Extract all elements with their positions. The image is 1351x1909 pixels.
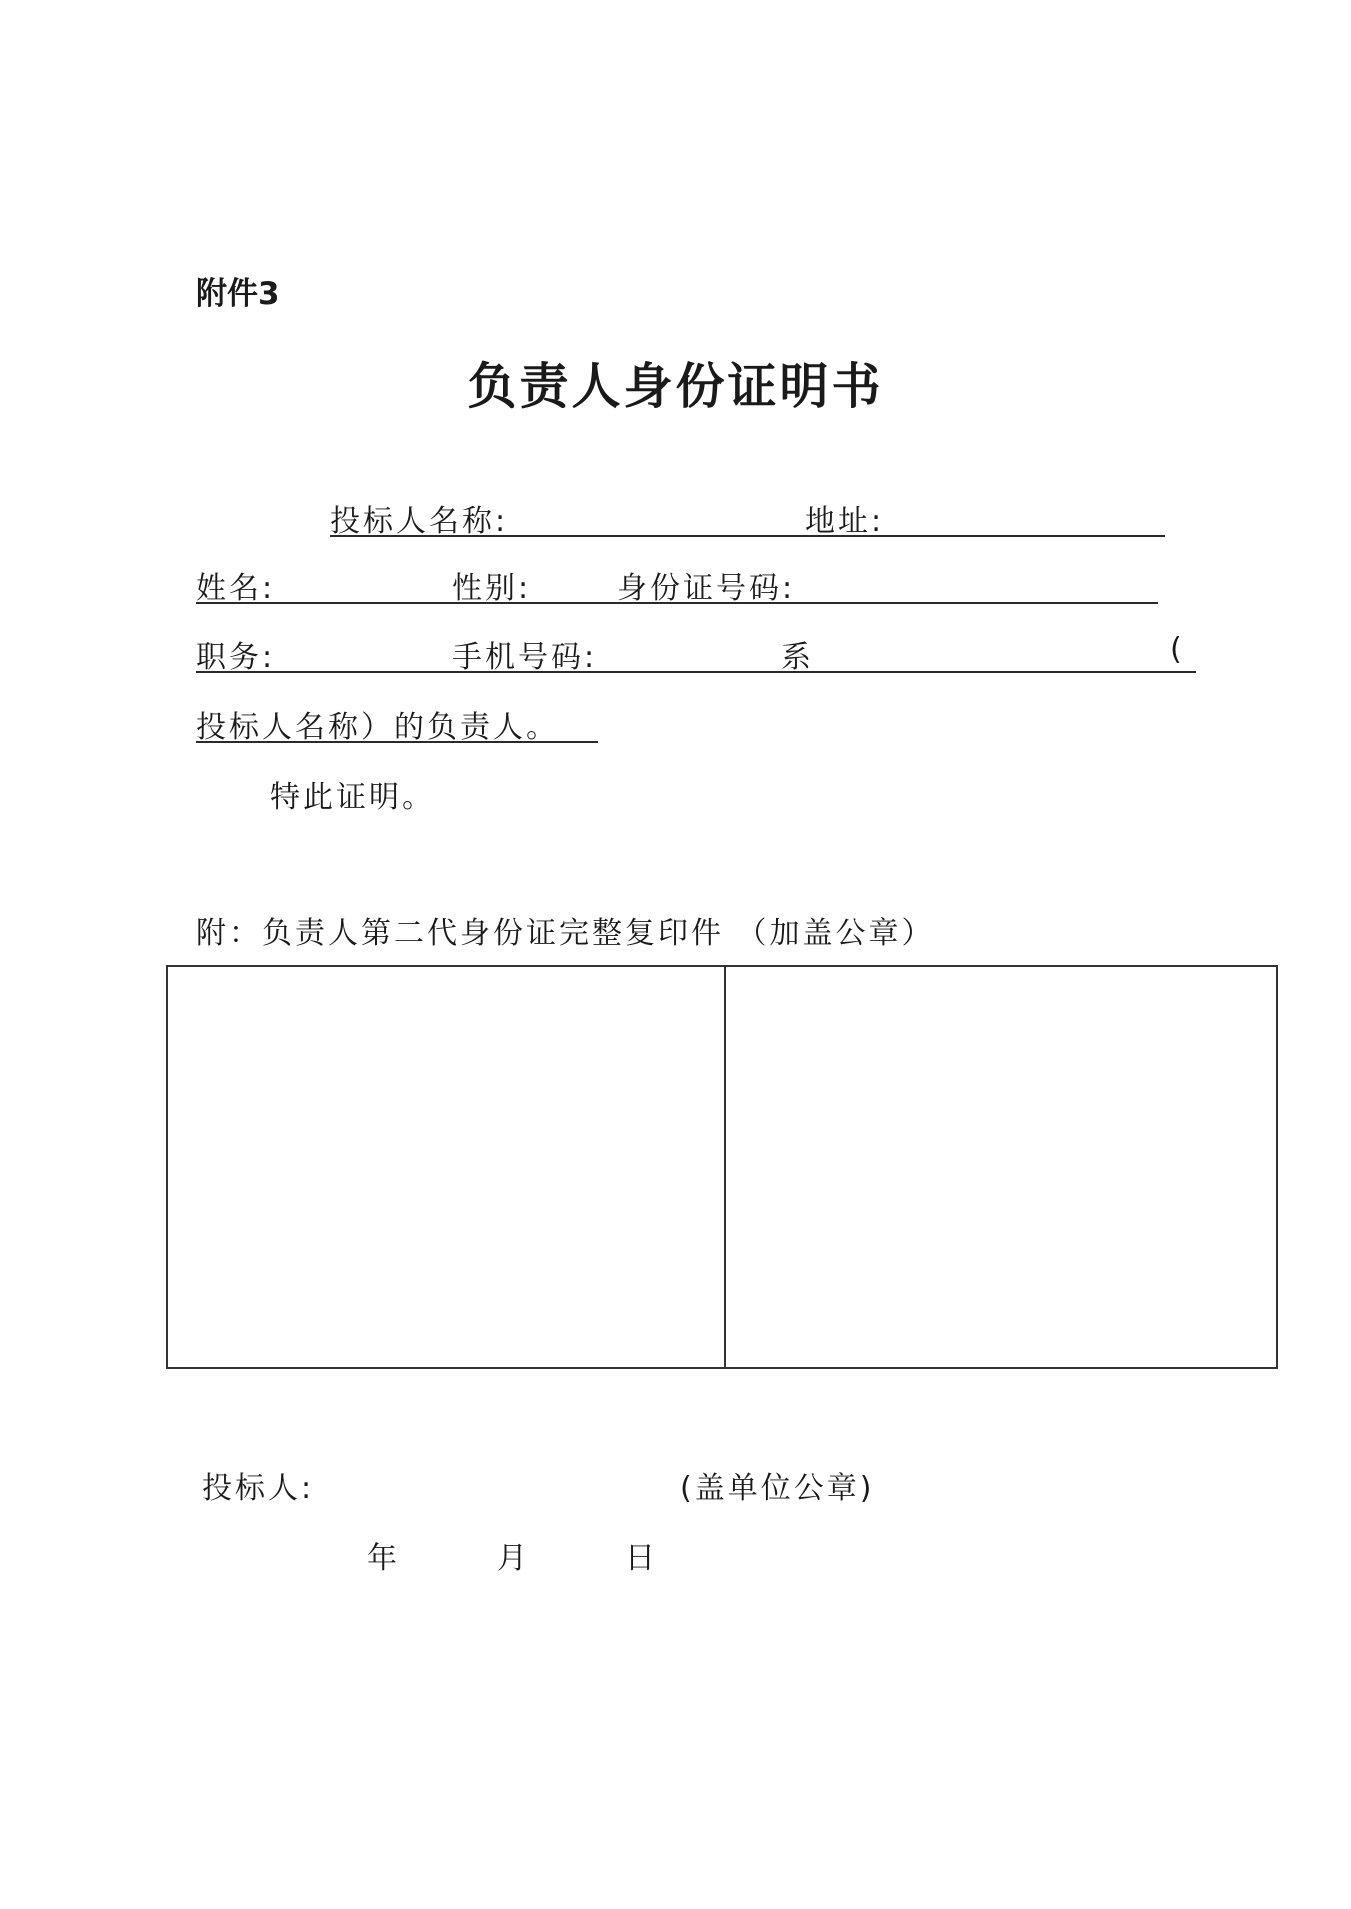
- year-label: 年: [367, 1541, 400, 1576]
- bidder-name-label: 投标人名称:: [330, 504, 509, 539]
- bidder-label: 投标人:: [202, 1471, 315, 1506]
- name-id-underline: [196, 602, 1158, 604]
- seal-note: (盖单位公章): [680, 1471, 875, 1506]
- month-label: 月: [497, 1541, 530, 1576]
- document-title: 负责人身份证明书: [467, 357, 884, 415]
- phone-label: 手机号码:: [452, 640, 598, 675]
- responsible-underline: [196, 741, 598, 743]
- open-paren: (: [1170, 632, 1185, 667]
- attachment-note: 附：负责人第二代身份证完整复印件 （加盖公章）: [196, 916, 935, 951]
- bidder-responsible-text: 投标人名称）的负责人。: [196, 710, 559, 745]
- position-phone-underline: [196, 671, 1196, 673]
- bidder-address-underline: [330, 535, 1165, 537]
- address-label: 地址:: [805, 504, 885, 539]
- id-copy-divider: [724, 967, 726, 1367]
- day-label: 日: [625, 1541, 658, 1576]
- attachment-label: 附件3: [196, 276, 280, 312]
- id-number-label: 身份证号码:: [617, 571, 796, 606]
- name-label: 姓名:: [196, 571, 276, 606]
- is-label: 系: [781, 640, 814, 675]
- certify-text: 特此证明。: [270, 780, 435, 815]
- id-copy-frame: [166, 965, 1278, 1369]
- gender-label: 性别:: [452, 571, 532, 606]
- position-label: 职务:: [196, 640, 276, 675]
